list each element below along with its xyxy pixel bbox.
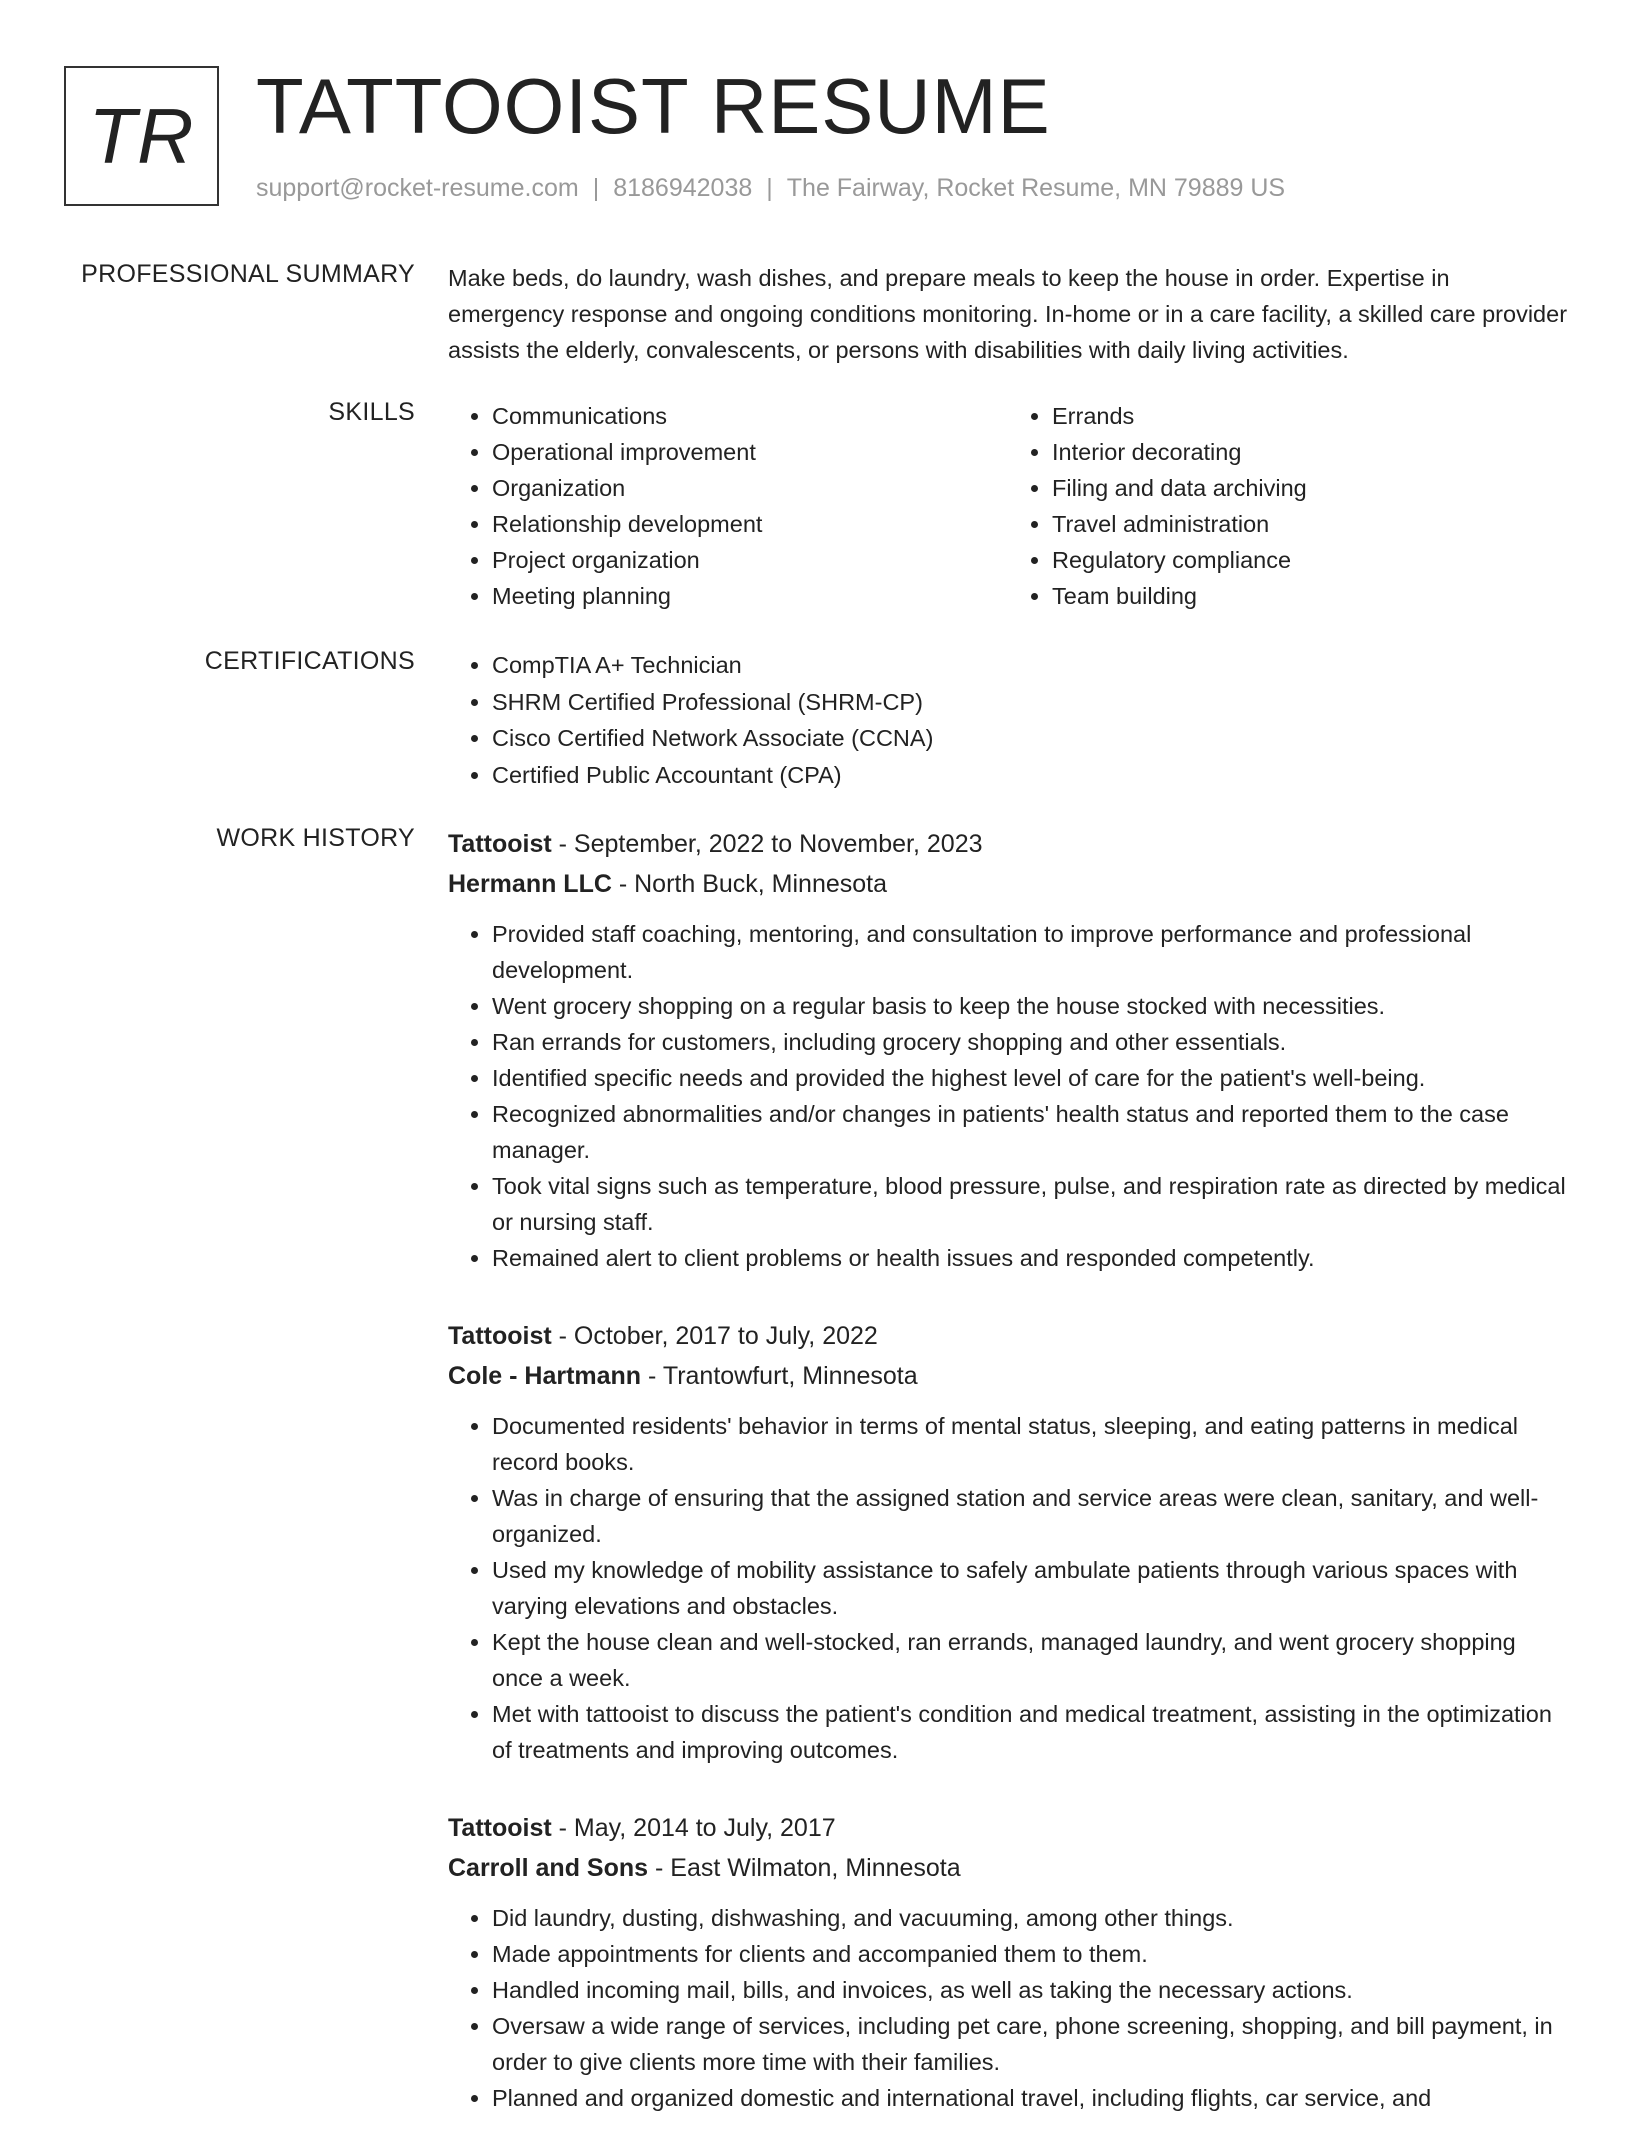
section-label-summary: PROFESSIONAL SUMMARY: [81, 260, 415, 288]
job-bullet: • Planned and organized domestic and international travel, including flights, car service, and: [492, 2080, 1568, 2116]
skill-item: • Project organization: [492, 542, 1008, 578]
job-bullet: • Oversaw a wide range of services, including pet care, phone screening, shopping, and bill payment, in order to give clients more time with their families.: [492, 2008, 1568, 2080]
job-dates: - September, 2022 to November, 2023: [551, 830, 983, 858]
job-title: Tattooist: [448, 1322, 552, 1350]
skill-item: • Team building: [1052, 578, 1568, 614]
job-bullet: • Took vital signs such as temperature, blood pressure, pulse, and respiration rate as directed by medical or nursing staff.: [492, 1168, 1568, 1240]
job-company: Hermann LLC: [448, 870, 612, 898]
job-bullet: • Handled incoming mail, bills, and invoices, as well as taking the necessary actions.: [492, 1972, 1568, 2008]
skill-item: • Operational improvement: [492, 434, 1008, 470]
contact-separator: |: [592, 174, 600, 202]
skills-grid: [448, 398, 1568, 614]
certifications-list: [448, 647, 1568, 793]
skill-item: • Errands: [1052, 398, 1568, 434]
contact-phone[interactable]: 8186942038: [613, 174, 753, 202]
job-company: Carroll and Sons: [448, 1854, 649, 1882]
contact-email[interactable]: support@rocket-resume.com: [256, 174, 579, 202]
job-bullet: • Was in charge of ensuring that the assigned station and service areas were clean, sanitary, and well-organized.: [492, 1480, 1568, 1552]
job-company-line: [448, 1848, 1568, 1888]
contact-address: The Fairway, Rocket Resume, MN 79889 US: [786, 174, 1286, 202]
job-bullet: • Met with tattooist to discuss the patient's condition and medical treatment, assisting in the optimization of treatments and improving outcomes.: [492, 1696, 1568, 1768]
job-title-line: [448, 1808, 1568, 1848]
section-label-certifications: CERTIFICATIONS: [204, 647, 415, 675]
job-bullet: • Documented residents' behavior in terms of mental status, sleeping, and eating patterns in medical record books.: [492, 1408, 1568, 1480]
job-bullets: [448, 1408, 1568, 1768]
job-bullet: • Identified specific needs and provided the highest level of care for the patient's well-being.: [492, 1060, 1568, 1096]
skill-item: • Organization: [492, 470, 1008, 506]
job-bullets: [448, 1900, 1568, 2116]
certification-item: • Certified Public Accountant (CPA): [492, 757, 1568, 794]
skill-item: • Communications: [492, 398, 1008, 434]
job-location: - Trantowfurt, Minnesota: [641, 1362, 918, 1390]
certification-item: • Cisco Certified Network Associate (CCNA): [492, 720, 1568, 757]
job-bullet: • Did laundry, dusting, dishwashing, and vacuuming, among other things.: [492, 1900, 1568, 1936]
skill-item: • Interior decorating: [1052, 434, 1568, 470]
certification-item: • CompTIA A+ Technician: [492, 647, 1568, 684]
skill-item: • Filing and data archiving: [1052, 470, 1568, 506]
job-entry: [448, 824, 1568, 1276]
job-bullet: • Recognized abnormalities and/or changes in patients' health status and reported them to the case manager.: [492, 1096, 1568, 1168]
job-location: - East Wilmaton, Minnesota: [648, 1854, 961, 1882]
job-entry: [448, 1808, 1568, 2116]
certification-item: • SHRM Certified Professional (SHRM-CP): [492, 684, 1568, 721]
monogram-logo: TR: [64, 66, 219, 206]
contact-line: [256, 174, 1285, 203]
job-dates: - October, 2017 to July, 2022: [551, 1322, 878, 1350]
job-bullet: • Went grocery shopping on a regular basis to keep the house stocked with necessities.: [492, 988, 1568, 1024]
job-bullets: [448, 916, 1568, 1276]
job-bullet: • Made appointments for clients and accompanied them to them.: [492, 1936, 1568, 1972]
job-title-line: [448, 824, 1568, 864]
job-title: Tattooist: [448, 1814, 552, 1842]
job-entry: [448, 1316, 1568, 1768]
contact-separator: |: [766, 174, 773, 202]
summary-text: Make beds, do laundry, wash dishes, and prepare meals to keep the house in order. Expertise in emergency response and ongoing conditions monitoring. In-home or in a care facility, a skilled care provider assists the elderly, convalescents, or persons with disabilities with daily living activities.: [448, 265, 1568, 363]
job-bullet: • Ran errands for customers, including grocery shopping and other essentials.: [492, 1024, 1568, 1060]
resume-title: TATTOOIST RESUME: [256, 62, 1051, 150]
skills-list-left: [448, 398, 1008, 614]
section-label-skills: SKILLS: [328, 398, 415, 426]
skill-item: • Travel administration: [1052, 506, 1568, 542]
job-company-line: [448, 1356, 1568, 1396]
job-bullet: • Remained alert to client problems or health issues and responded competently.: [492, 1240, 1568, 1276]
job-title: Tattooist: [448, 830, 552, 858]
job-bullet: • Provided staff coaching, mentoring, and consultation to improve performance and professional development.: [492, 916, 1568, 988]
job-dates: - May, 2014 to July, 2017: [551, 1814, 836, 1842]
job-title-line: [448, 1316, 1568, 1356]
job-location: - North Buck, Minnesota: [611, 870, 888, 898]
skill-item: • Relationship development: [492, 506, 1008, 542]
job-bullet: • Kept the house clean and well-stocked, ran errands, managed laundry, and went grocery shopping once a week.: [492, 1624, 1568, 1696]
job-company-line: [448, 864, 1568, 904]
skill-item: • Regulatory compliance: [1052, 542, 1568, 578]
skill-item: • Meeting planning: [492, 578, 1008, 614]
section-label-work-history: WORK HISTORY: [216, 824, 415, 852]
job-bullet: • Used my knowledge of mobility assistance to safely ambulate patients through various spaces with varying elevations and obstacles.: [492, 1552, 1568, 1624]
job-company: Cole - Hartmann: [448, 1362, 642, 1390]
skills-list-right: [1008, 398, 1568, 614]
